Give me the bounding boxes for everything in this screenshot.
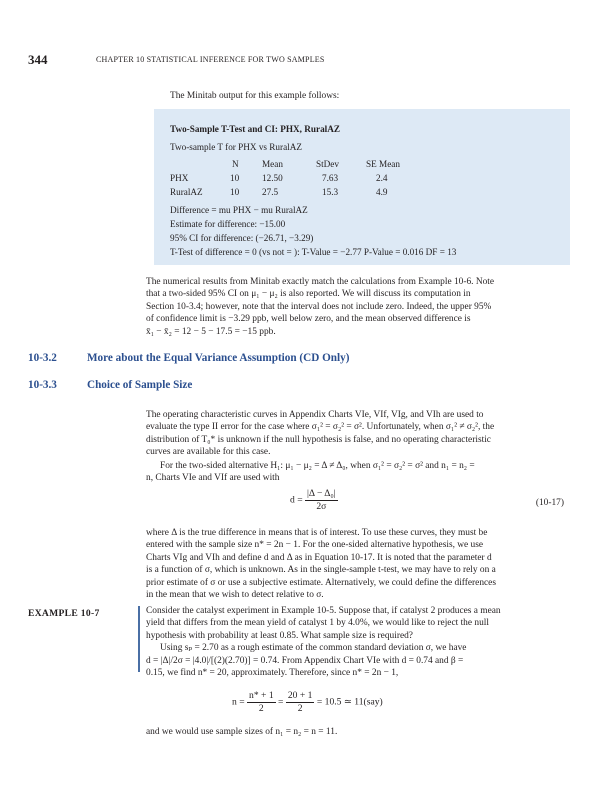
section-heading-10-3-2	[28, 352, 349, 364]
two-sided-paragraph	[146, 460, 570, 485]
example-label: EXAMPLE 10-7	[28, 608, 100, 619]
text-line: yield that differs from the mean yield of catalyst 1 by 4.0%, we would like to reject the null	[146, 618, 489, 629]
text-line: Consider the catalyst experiment in Example 10-5. Suppose that, if catalyst 2 produces a mean	[146, 606, 501, 616]
table-cell-n: 10	[230, 173, 240, 183]
equation-denominator: 2	[258, 703, 264, 714]
equation-denominator: 2	[297, 703, 303, 714]
equation-fraction	[305, 488, 338, 513]
equation-fraction	[286, 690, 315, 715]
text-line: distribution of T₀* is unknown if the null hypothesis is false, and no operating characteristic	[146, 434, 491, 445]
table-cell-n: 10	[230, 187, 240, 197]
section-title: Choice of Sample Size	[87, 379, 193, 391]
intro-text: The Minitab output for this example follows:	[170, 91, 340, 101]
text-line: Using sₚ = 2.70 as a rough estimate of the common standard deviation σ, we have	[160, 643, 467, 654]
minitab-output-box	[154, 109, 570, 265]
section-number: 10-3.3	[28, 379, 57, 391]
equation-numerator: 20 + 1	[287, 690, 313, 701]
section-number: 10-3.2	[28, 352, 57, 364]
table-cell-mean: 27.5	[262, 187, 279, 197]
text-line: x̄₁ − x̄₂ = 12 − 5 − 17.5 = −15 ppb.	[146, 326, 276, 337]
text-line: For the two-sided alternative H₁: μ₁ − μ₂ = Δ ≠ Δ₀, when σ₁² = σ₂² = σ² and n₁ = n₂ =	[160, 461, 475, 471]
minitab-estimate: Estimate for difference: −15.00	[170, 219, 286, 229]
sample-size-equation	[232, 690, 383, 715]
equation-numerator: |Δ − Δ₀|	[307, 488, 336, 499]
table-cell-stdev: 7.63	[322, 173, 339, 183]
table-cell-mean: 12.50	[262, 173, 283, 183]
minitab-ttest: T-Test of difference = 0 (vs not = ): T-Value = −2.77 P-Value = 0.016 DF = 13	[170, 247, 457, 257]
example-paragraph	[146, 605, 570, 679]
minitab-subtitle: Two-sample T for PHX vs RuralAZ	[170, 142, 302, 152]
minitab-ci: 95% CI for difference: (−26.71, −3.29)	[170, 233, 314, 243]
equation-rhs: = 10.5 ≃ 11(say)	[316, 696, 383, 708]
section-title: More about the Equal Variance Assumption (CD Only)	[87, 352, 350, 364]
table-row-name: RuralAZ	[170, 187, 203, 197]
section-heading-10-3-3	[28, 379, 192, 391]
minitab-difference: Difference = mu PHX − mu RuralAZ	[170, 205, 308, 215]
text-line: d = |Δ|/2σ = |4.0|/[(2)(2.70)] = 0.74. From Appendix Chart VIe with d = 0.74 and β =	[146, 655, 464, 666]
text-line: in the mean that we wish to detect relative to σ.	[146, 590, 324, 601]
equation-lhs: n =	[232, 696, 245, 708]
text-line: The numerical results from Minitab exactly match the calculations from Example 10-6. Note	[146, 277, 495, 287]
text-line: is a function of σ, which is unknown. As in the single-sample t-test, we may have to rely on a	[146, 565, 496, 576]
text-line: evaluate the type II error for the case where σ₁² = σ₂² = σ². Unfortunately, when σ₁² ≠ σ₂², the	[146, 422, 495, 433]
example-bar	[138, 606, 140, 672]
table-row-name: PHX	[170, 173, 189, 183]
text-line: Section 10-3.4; however, note that the interval does not include zero. Indeed, the upper 95%	[146, 301, 492, 312]
oc-curves-paragraph	[146, 409, 570, 459]
results-paragraph	[146, 276, 570, 338]
equation-10-17	[290, 488, 338, 513]
text-line: n, Charts VIe and VIf are used with	[146, 473, 280, 484]
text-line: of confidence limit is −3.29 ppb, well below zero, and the mean observed difference is	[146, 314, 471, 325]
text-line: The operating characteristic curves in Appendix Charts VIe, VIf, VIg, and VIh are used to	[146, 410, 484, 420]
example-conclusion: and we would use sample sizes of n₁ = n₂ = n = 11.	[146, 727, 338, 737]
equation-numerator: n* + 1	[249, 690, 274, 701]
text-line: hypothesis with probability at least 0.85. What sample size is required?	[146, 630, 413, 641]
col-header-semean: SE Mean	[366, 159, 400, 169]
where-paragraph	[146, 527, 570, 601]
table-cell-semean: 2.4	[376, 173, 388, 183]
col-header-stdev: StDev	[316, 159, 339, 169]
col-header-n: N	[232, 159, 239, 169]
page-number: 344	[28, 52, 48, 67]
equation-equals: =	[278, 696, 284, 708]
col-header-mean: Mean	[262, 159, 283, 169]
equation-fraction	[247, 690, 276, 715]
text-line: entered with the sample size n* = 2n − 1. For the one-sided alternative hypothesis, we use	[146, 540, 484, 551]
table-cell-semean: 4.9	[376, 187, 388, 197]
text-line: prior estimate of σ or use a subjective estimate. Alternatively, we could define the differences	[146, 577, 496, 588]
text-line: that a two-sided 95% CI on μ₁ − μ₂ is also reported. We will discuss its computation in	[146, 289, 471, 300]
equation-lhs: d =	[290, 494, 303, 506]
text-line: curves are available for this case.	[146, 447, 271, 458]
equation-denominator: 2σ	[316, 501, 327, 512]
text-line: where Δ is the true difference in means that is of interest. To use these curves, they must be	[146, 528, 488, 538]
text-line: 0.15, we find n* = 20, approximately. Therefore, since n* = 2n − 1,	[146, 668, 399, 679]
equation-number: (10-17)	[535, 498, 564, 508]
running-title: CHAPTER 10 STATISTICAL INFERENCE FOR TWO SAMPLES	[96, 55, 325, 64]
table-cell-stdev: 15.3	[322, 187, 339, 197]
text-line: Charts VIg and VIh and define d and Δ as in Equation 10-17. It is noted that the parameter d	[146, 552, 492, 563]
running-header	[28, 52, 589, 68]
minitab-title: Two-Sample T-Test and CI: PHX, RuralAZ	[170, 124, 340, 134]
